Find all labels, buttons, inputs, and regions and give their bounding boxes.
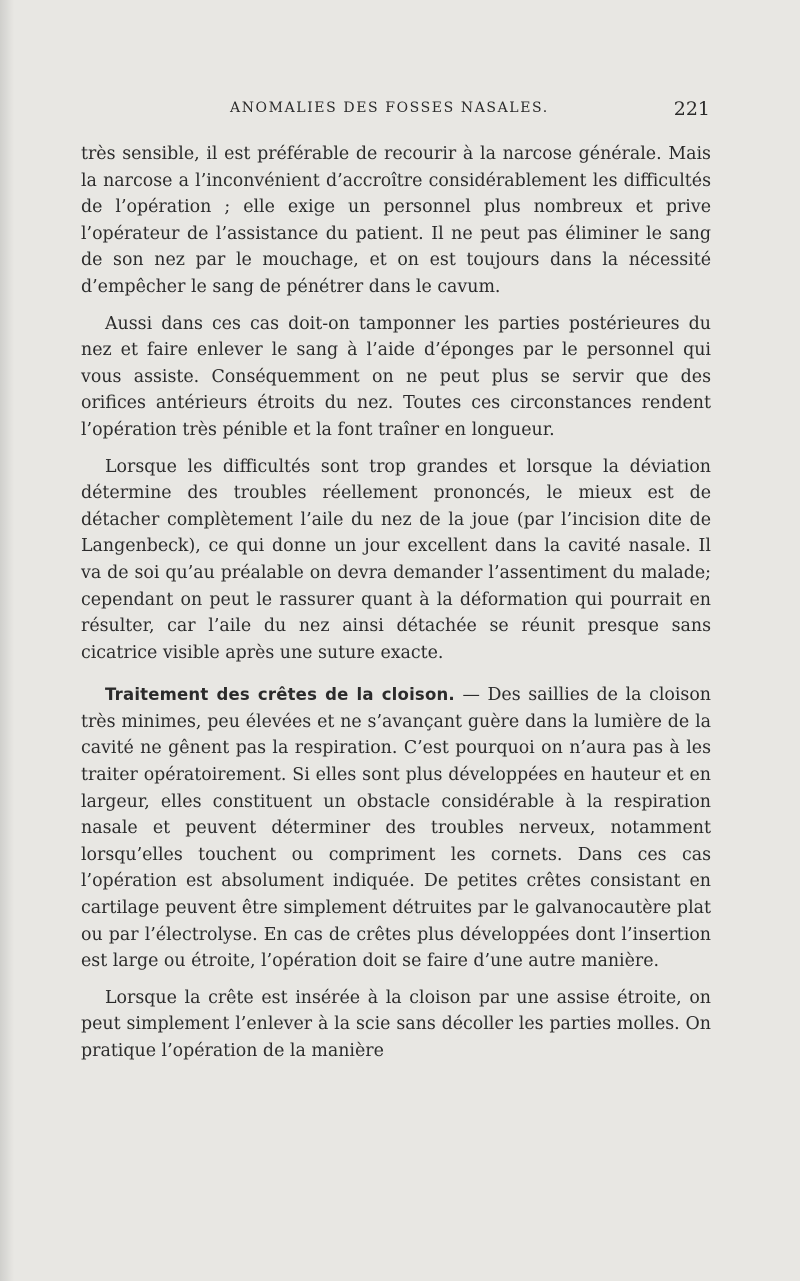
body-text <box>81 141 711 1075</box>
page-number: 221 <box>673 98 710 120</box>
paragraph-2: Aussi dans ces cas doit-on tamponner les parties postérieures du nez et faire enlever le sang à l’aide d’éponges par le personnel qui vous assiste. Conséquemment on ne peut plus se servir que des orifices antérieurs étroits du nez. Toutes ces circonstances rendent l’opération très pénible et la font traîner en longueur. <box>81 313 711 440</box>
paragraph-3: Lorsque les difficultés sont trop grandes et lorsque la déviation détermine des troubles réellement prononcés, le mieux est de détacher complètement l’aile du nez de la joue (par l’incision dite de Langenbeck), ce qui donne un jour excellent dans la cavité nasale. Il va de soi qu’au préalable on devra demander l’assentiment du malade; cependant on peut le rassurer quant à la déformation qui pourrait en résulter, car l’aile du nez ainsi détachée se réunit presque sans cicatrice visible après une suture exacte. <box>81 456 711 663</box>
section-title: Traitement des crêtes de la cloison. <box>105 685 455 705</box>
paragraph-last: Lorsque la crête est insérée à la cloison par une assise étroite, on peut simplement l’enlever à la scie sans décoller les parties molles. On pratique l’opération de la manière <box>81 987 711 1061</box>
paragraph-1: très sensible, il est préférable de recourir à la narcose générale. Mais la narcose a l’inconvénient d’accroître considérablement les difficultés de l’opération ; elle exige un personnel plus nombreux et prive l’opérateur de l’assistance du patient. Il ne peut pas éliminer le sang de son nez par le mouchage, et on est toujours dans la nécessité d’empêcher le sang de pénétrer dans le cavum. <box>81 144 711 297</box>
page-header <box>80 98 710 124</box>
section-paragraph <box>81 682 711 975</box>
running-title: ANOMALIES DES FOSSES NASALES. <box>230 100 549 116</box>
section-body: — Des saillies de la cloison très minimes, peu élevées et ne s’avançant guère dans la lumière de la cavité ne gênent pas la respiration. C’est pourquoi on n’aura pas à les traiter opératoirement. Si elles sont plus développées en hauteur et en largeur, elles constituent un obstacle considérable à la respiration nasale et peuvent déterminer des troubles nerveux, notamment lorsqu’elles touchent ou compriment les cornets. Dans ces cas l’opération est absolument indiquée. De petites crêtes consistant en cartilage peuvent être simplement détruites par le galvanocautère plat ou par l’électrolyse. En cas de crêtes plus développées dont l’insertion est large ou étroite, l’opération doit se faire d’une autre manière. <box>81 685 712 972</box>
